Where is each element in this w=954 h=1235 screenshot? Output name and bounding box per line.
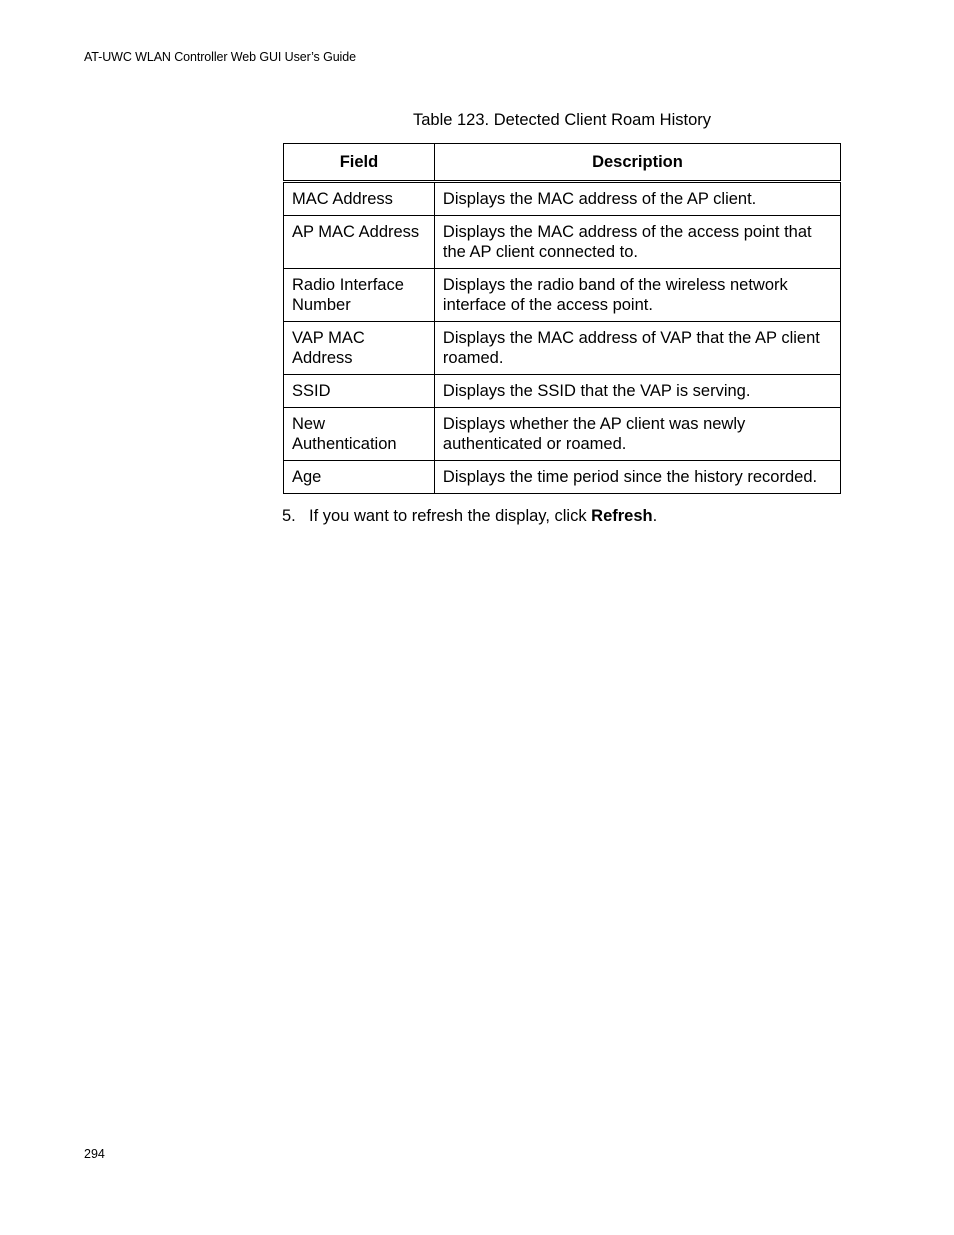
step-text: If you want to refresh the display, click xyxy=(309,507,592,525)
description-cell: Displays the MAC address of the AP client. xyxy=(434,182,840,216)
page-number: 294 xyxy=(84,1147,105,1161)
table-row xyxy=(284,375,841,408)
description-cell: Displays the radio band of the wireless network interface of the access point. xyxy=(434,269,840,322)
step-instruction xyxy=(282,507,657,526)
table-row xyxy=(284,408,841,461)
step-text-end: . xyxy=(652,507,658,525)
field-cell: VAP MAC Address xyxy=(284,322,435,375)
roam-history-table xyxy=(283,143,841,494)
description-cell: Displays the SSID that the VAP is serving. xyxy=(434,375,840,408)
field-cell: Age xyxy=(284,461,435,494)
field-cell: AP MAC Address xyxy=(284,216,435,269)
table-row xyxy=(284,461,841,494)
step-number: 5. xyxy=(282,507,296,525)
running-header: AT-UWC WLAN Controller Web GUI User’s Guide xyxy=(84,50,356,64)
description-cell: Displays the MAC address of the access point that the AP client connected to. xyxy=(434,216,840,269)
table-row xyxy=(284,182,841,216)
column-header-field: Field xyxy=(284,144,435,182)
field-cell: SSID xyxy=(284,375,435,408)
column-header-description: Description xyxy=(434,144,840,182)
table-caption: Table 123. Detected Client Roam History xyxy=(412,111,712,129)
field-cell: New Authentication xyxy=(284,408,435,461)
table-header-row xyxy=(284,144,841,182)
field-cell: Radio Interface Number xyxy=(284,269,435,322)
field-cell: MAC Address xyxy=(284,182,435,216)
roam-history-table-container xyxy=(283,143,841,494)
table-row xyxy=(284,322,841,375)
description-cell: Displays whether the AP client was newly authenticated or roamed. xyxy=(434,408,840,461)
description-cell: Displays the MAC address of VAP that the AP client roamed. xyxy=(434,322,840,375)
table-row xyxy=(284,269,841,322)
description-cell: Displays the time period since the history recorded. xyxy=(434,461,840,494)
refresh-keyword: Refresh xyxy=(591,507,653,525)
table-row xyxy=(284,216,841,269)
